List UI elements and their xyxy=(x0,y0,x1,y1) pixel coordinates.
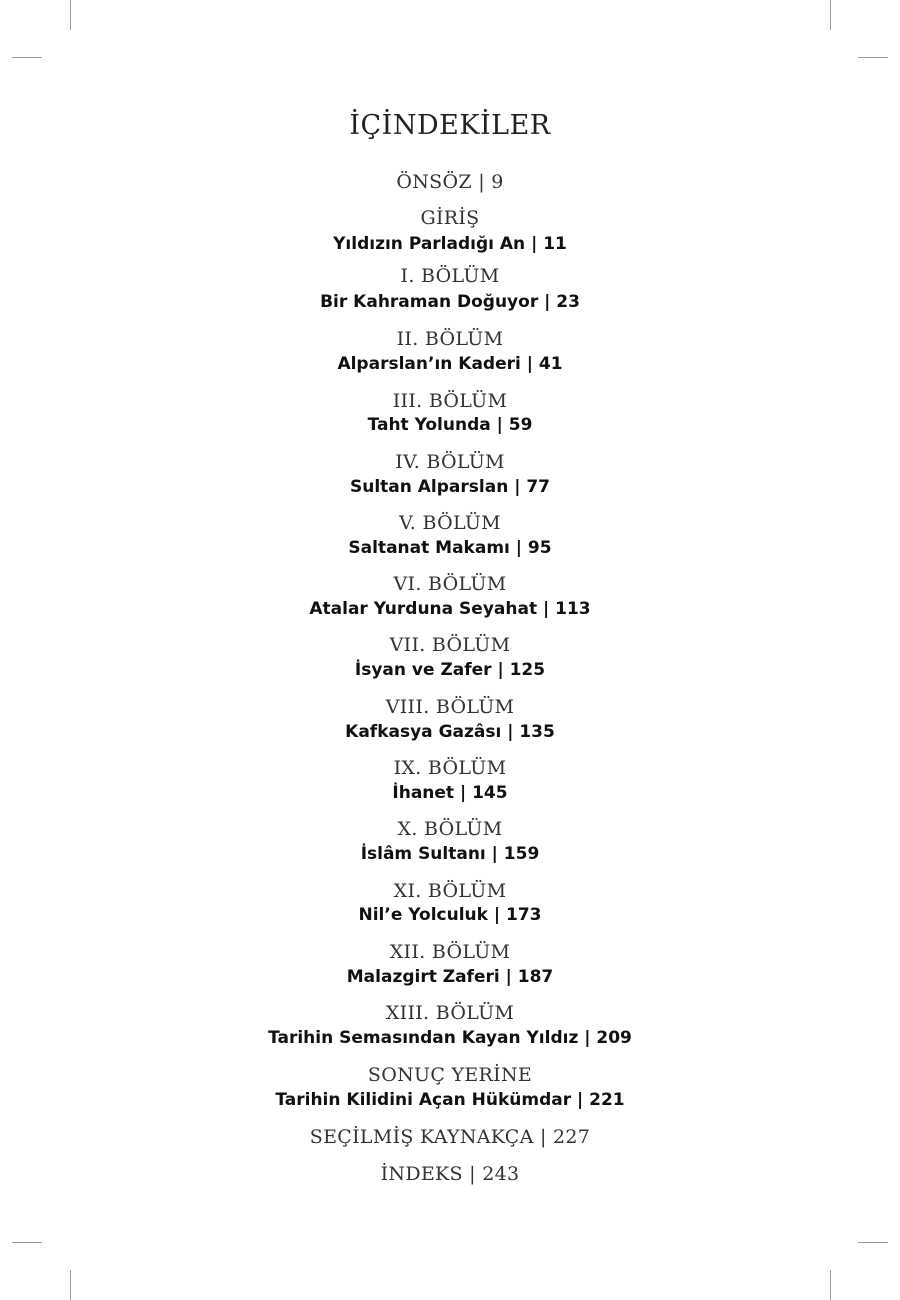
crop-mark-bottom-right xyxy=(830,1270,831,1300)
toc-sub-bolum-3: Taht Yolunda | 59 xyxy=(367,415,533,435)
toc-heading-indeks: İNDEKS | 243 xyxy=(380,1163,520,1185)
crop-mark-bottom-left xyxy=(70,1270,71,1300)
toc-heading-bolum-3: III. BÖLÜM xyxy=(392,390,508,412)
toc-heading-sonuc: SONUÇ YERİNE xyxy=(367,1064,533,1086)
toc-sub-bolum-10: İslâm Sultanı | 159 xyxy=(360,844,540,864)
toc-heading-bolum-9: IX. BÖLÜM xyxy=(393,757,507,779)
toc-sub-giris: Yıldızın Parladığı An | 11 xyxy=(333,234,567,254)
crop-mark-left-bottom xyxy=(12,1242,42,1243)
toc-heading-bolum-4: IV. BÖLÜM xyxy=(395,451,505,473)
toc-heading-onsoz: ÖNSÖZ | 9 xyxy=(396,171,504,193)
toc-heading-bolum-11: XI. BÖLÜM xyxy=(393,880,507,902)
toc-sub-bolum-9: İhanet | 145 xyxy=(392,783,508,803)
toc-sub-bolum-8: Kafkasya Gazâsı | 135 xyxy=(345,722,555,742)
toc-sub-bolum-6: Atalar Yurduna Seyahat | 113 xyxy=(309,599,591,619)
toc-sub-bolum-13: Tarihin Semasından Kayan Yıldız | 209 xyxy=(268,1028,632,1048)
page-title: İÇİNDEKİLER xyxy=(349,110,551,141)
toc-heading-bolum-5: V. BÖLÜM xyxy=(399,512,501,534)
toc-heading-bolum-10: X. BÖLÜM xyxy=(397,818,503,840)
crop-mark-top-left xyxy=(70,0,71,30)
crop-mark-left-top xyxy=(12,57,42,58)
toc-heading-bolum-6: VI. BÖLÜM xyxy=(393,573,507,595)
toc-heading-kaynakca: SEÇİLMİŞ KAYNAKÇA | 227 xyxy=(309,1126,591,1148)
toc-heading-bolum-13: XIII. BÖLÜM xyxy=(385,1002,515,1024)
toc-sub-bolum-1: Bir Kahraman Doğuyor | 23 xyxy=(320,292,580,312)
toc-sub-bolum-4: Sultan Alparslan | 77 xyxy=(349,477,551,497)
toc-sub-bolum-2: Alparslan’ın Kaderi | 41 xyxy=(337,354,563,374)
crop-mark-top-right xyxy=(830,0,831,30)
crop-mark-right-bottom xyxy=(858,1242,888,1243)
toc-heading-bolum-12: XII. BÖLÜM xyxy=(389,941,511,963)
toc-heading-bolum-8: VIII. BÖLÜM xyxy=(385,696,515,718)
toc-sub-sonuc: Tarihin Kilidini Açan Hükümdar | 221 xyxy=(275,1090,625,1110)
toc-sub-bolum-5: Saltanat Makamı | 95 xyxy=(348,538,552,558)
toc-sub-bolum-11: Nil’e Yolculuk | 173 xyxy=(358,905,542,925)
crop-mark-right-top xyxy=(858,57,888,58)
toc-heading-bolum-2: II. BÖLÜM xyxy=(396,328,504,350)
toc-heading-bolum-7: VII. BÖLÜM xyxy=(389,634,511,656)
toc-heading-giris: GİRİŞ xyxy=(420,207,480,229)
toc-sub-bolum-7: İsyan ve Zafer | 125 xyxy=(354,660,546,680)
toc-heading-bolum-1: I. BÖLÜM xyxy=(400,265,500,287)
toc-sub-bolum-12: Malazgirt Zaferi | 187 xyxy=(346,967,554,987)
